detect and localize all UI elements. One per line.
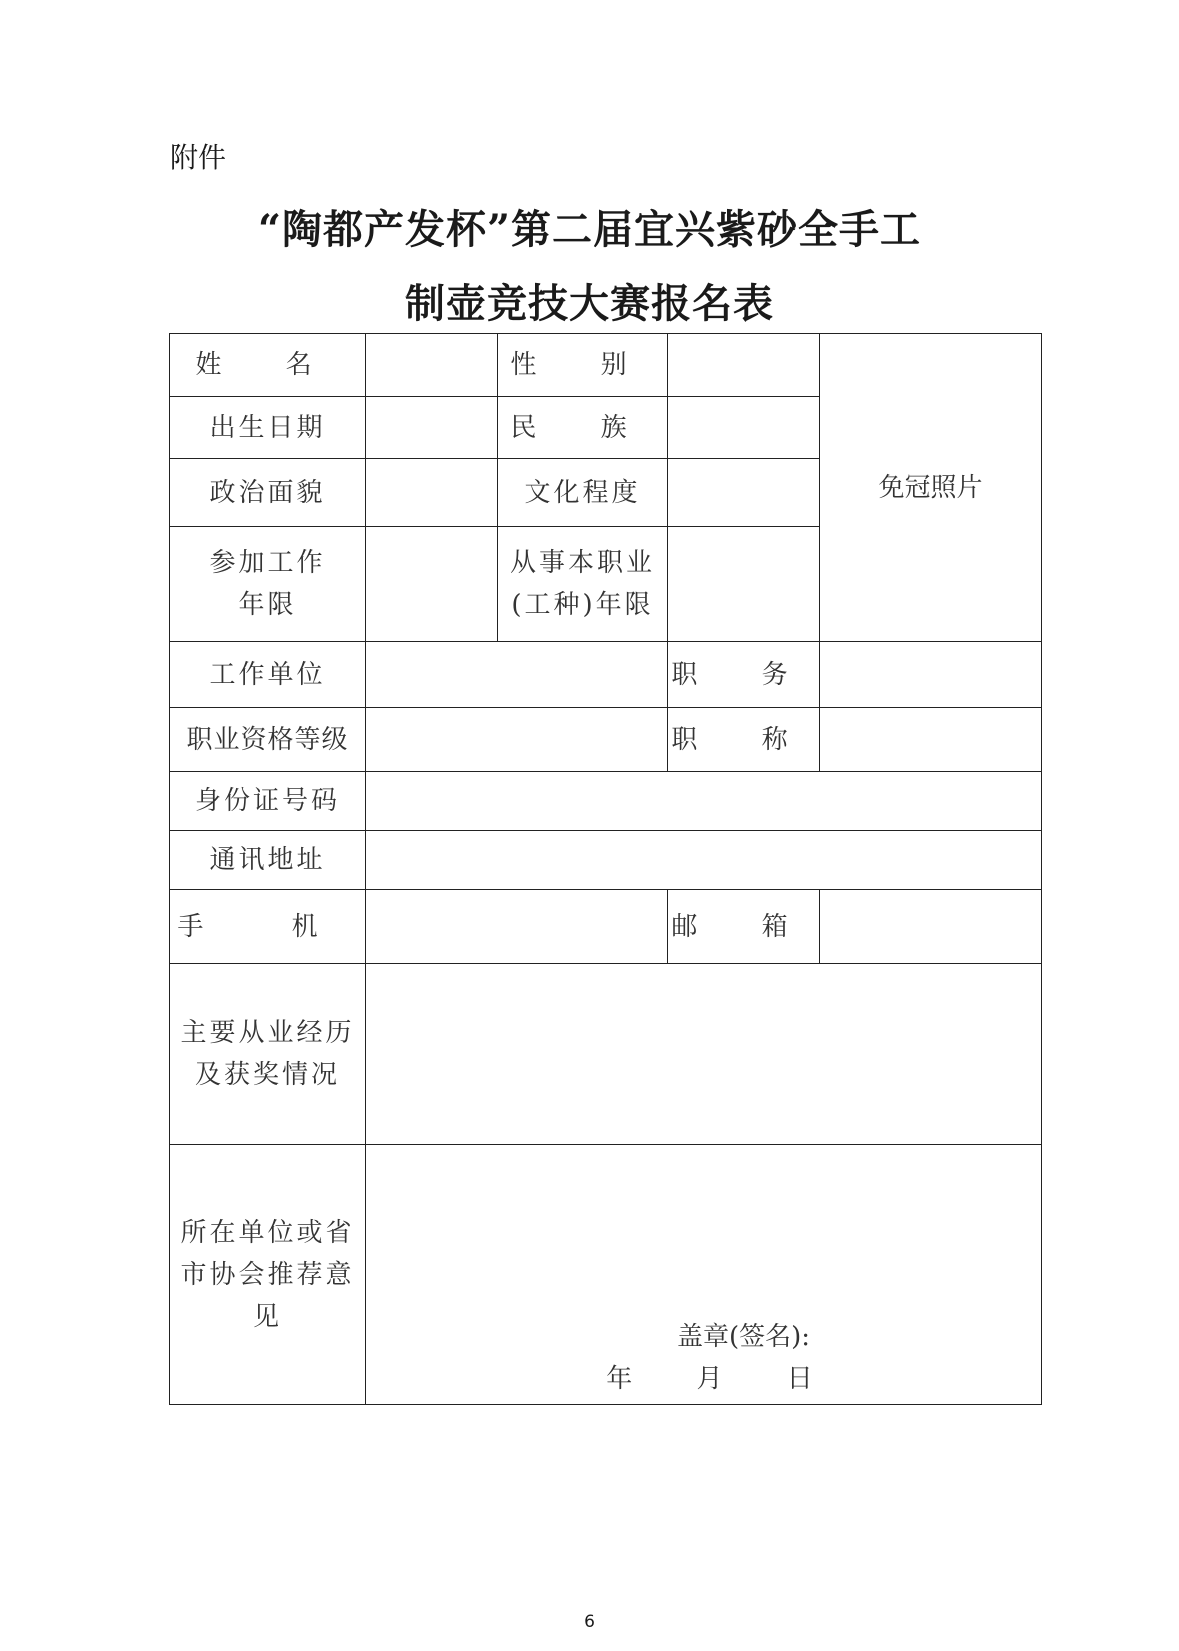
work-years-label-line2: 年限	[238, 590, 297, 620]
date-line: 年 月 日	[606, 1364, 841, 1394]
recommendation-field[interactable]	[366, 1145, 1042, 1405]
page-number: 6	[584, 1612, 595, 1632]
name-field[interactable]	[366, 334, 498, 397]
title-field[interactable]	[820, 708, 1042, 772]
address-field[interactable]	[366, 831, 1042, 890]
experience-label	[170, 964, 366, 1145]
title-label: 职 称	[668, 708, 820, 772]
experience-field[interactable]	[366, 964, 1042, 1145]
career-years-label-line1: 从事本职业	[509, 548, 655, 578]
experience-label-line2: 及获奖情况	[194, 1060, 340, 1090]
id-number-label: 身份证号码	[170, 772, 366, 831]
education-label: 文化程度	[498, 459, 668, 527]
signature-block	[366, 1316, 1041, 1400]
photo-box[interactable]	[820, 334, 1042, 642]
political-status-field[interactable]	[366, 459, 498, 527]
experience-label-line1: 主要从业经历	[180, 1018, 355, 1048]
mobile-label: 手 机	[170, 890, 366, 964]
political-status-label: 政治面貌	[170, 459, 366, 527]
photo-label: 免冠照片	[878, 472, 983, 503]
work-years-label-line1: 参加工作	[209, 548, 326, 578]
form-title-line1: “陶都产发杯”第二届宜兴紫砂全手工	[257, 206, 921, 253]
employer-label: 工作单位	[170, 642, 366, 708]
address-label: 通讯地址	[170, 831, 366, 890]
work-years-label	[170, 527, 366, 642]
email-field[interactable]	[820, 890, 1042, 964]
form-title-line2: 制壶竞技大赛报名表	[405, 280, 774, 327]
work-years-field[interactable]	[366, 527, 498, 642]
education-field[interactable]	[668, 459, 820, 527]
attachment-label: 附件	[170, 141, 227, 174]
ethnicity-label: 民 族	[498, 397, 668, 459]
qualification-field[interactable]	[366, 708, 668, 772]
seal-signature-label: 盖章(签名):	[676, 1322, 811, 1352]
email-label: 邮 箱	[668, 890, 820, 964]
birth-date-label: 出生日期	[170, 397, 366, 459]
mobile-field[interactable]	[366, 890, 668, 964]
birth-date-field[interactable]	[366, 397, 498, 459]
recommendation-label-line2: 市协会推荐意	[180, 1259, 355, 1290]
gender-label: 性 别	[498, 334, 668, 397]
position-label: 职 务	[668, 642, 820, 708]
id-number-field[interactable]	[366, 772, 1042, 831]
recommendation-label-line1: 所在单位或省	[180, 1217, 355, 1248]
registration-form-table	[169, 333, 1042, 1405]
position-field[interactable]	[820, 642, 1042, 708]
career-years-field[interactable]	[668, 527, 820, 642]
recommendation-label	[170, 1145, 366, 1405]
ethnicity-field[interactable]	[668, 397, 820, 459]
gender-field[interactable]	[668, 334, 820, 397]
career-years-label	[498, 527, 668, 642]
employer-field[interactable]	[366, 642, 668, 708]
career-years-label-line2: (工种)年限	[511, 590, 654, 620]
recommendation-label-line3: 见	[252, 1301, 282, 1332]
name-label: 姓 名	[170, 334, 366, 397]
qualification-label: 职业资格等级	[170, 708, 366, 772]
